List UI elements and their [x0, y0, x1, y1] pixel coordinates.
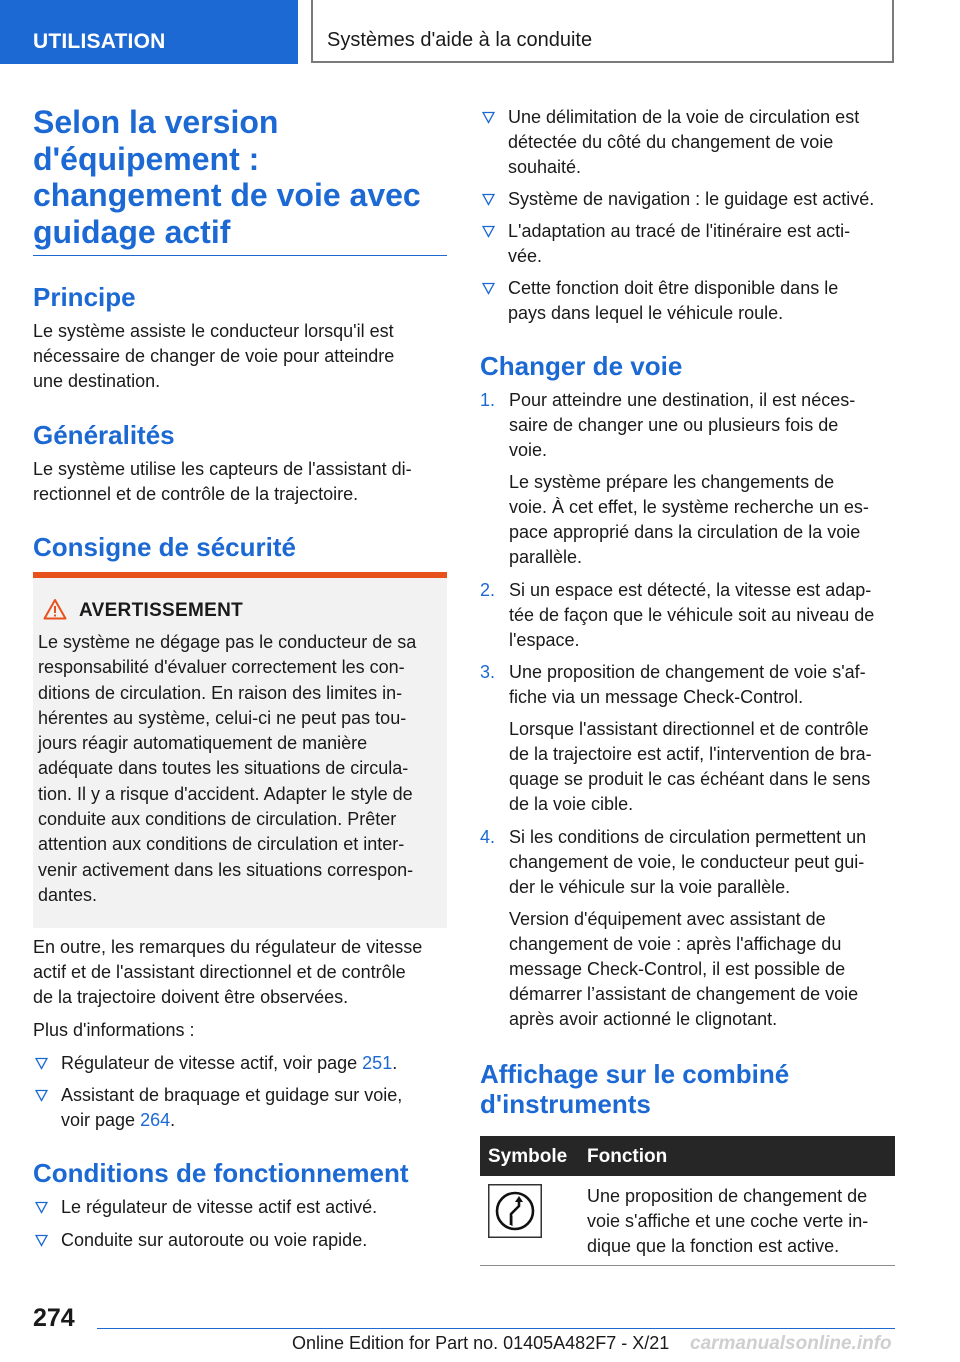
bullet-triangle-icon: [482, 193, 495, 206]
table-header: [480, 1136, 895, 1176]
footer-divider: [97, 1328, 895, 1329]
text-line: Une proposition de changement de voie s'af-: [509, 662, 866, 682]
text-line: parallèle.: [509, 547, 583, 567]
table-bottom-rule: [480, 1265, 895, 1266]
page-title: [33, 104, 447, 250]
section-tab: [0, 0, 298, 64]
warning-bar: [33, 572, 447, 578]
heading-consigne: Consigne de sécurité: [33, 532, 296, 562]
heading-generalites: Généralités: [33, 420, 175, 450]
text-line: pace approprié dans la circulation de la voie: [509, 522, 861, 542]
remarques-text: [33, 935, 447, 1010]
list-item-text: [61, 1051, 397, 1076]
warning-box: [33, 572, 447, 928]
warning-title: AVERTISSEMENT: [79, 600, 244, 621]
text-line: Si un espace est détecté, la vitesse est adap-: [509, 580, 872, 600]
step-text: [509, 825, 896, 1032]
lane-change-icon: [488, 1184, 542, 1238]
text-line: ditions de circulation. En raison des limites in-: [38, 682, 403, 703]
text-line: Pour atteindre une destination, il est néces-: [509, 390, 856, 410]
text-line: après avoir actionné le clignotant.: [509, 1009, 778, 1029]
text-line: fiche via un message Check-Control.: [509, 687, 804, 707]
heading-principe: Principe: [33, 282, 136, 312]
text-line: une destination.: [33, 371, 161, 391]
edition-text: Online Edition for Part no. 01405A482F7 - X/21: [292, 1333, 670, 1353]
list-item-text: Le régulateur de vitesse actif est activé.: [61, 1197, 378, 1217]
bullet-triangle-icon: [482, 282, 495, 295]
text-line: voie.: [509, 440, 548, 460]
text-line: l'espace.: [509, 630, 580, 650]
text-line: Une proposition de changement de: [587, 1186, 868, 1206]
list-item-text: [61, 1083, 402, 1133]
text-line: démarrer l’assistant de changement de voie: [509, 984, 859, 1004]
ref-text: voir page: [61, 1110, 141, 1130]
text-line: de la trajectoire est actif, l'intervention de bra-: [509, 744, 872, 764]
step-number: 4.: [480, 827, 496, 847]
title-line: changement de voie avec: [33, 177, 421, 213]
text-line: conduite aux conditions de circulation. Prêter: [38, 809, 397, 830]
bullet-triangle-icon: [35, 1234, 48, 1247]
text-line: actif et de l'assistant directionnel et de contrôle: [33, 962, 406, 982]
bullet-triangle-icon: [35, 1057, 48, 1070]
text-line: tée de façon que le véhicule soit au niveau de: [509, 605, 875, 625]
title-line: d'équipement :: [33, 140, 260, 177]
title-divider: [33, 255, 447, 256]
list-item-text: [508, 276, 838, 326]
text-line: Le système utilise les capteurs de l'assistant di-: [33, 459, 412, 479]
heading-affichage: [480, 1059, 789, 1119]
warning-text: [38, 630, 444, 908]
step-number: 3.: [480, 662, 496, 682]
text-line: vée.: [508, 246, 543, 266]
ref-text: Régulateur de vitesse actif, voir page: [61, 1053, 363, 1073]
bullet-triangle-icon: [35, 1201, 48, 1214]
step-text: [509, 578, 896, 653]
heading-line: d'instruments: [480, 1089, 651, 1119]
step-number: 2.: [480, 580, 496, 600]
text-line: pays dans lequel le véhicule roule.: [508, 303, 784, 323]
heading-line: Affichage sur le combiné: [480, 1059, 790, 1089]
text-line: der le véhicule sur la voie parallèle.: [509, 877, 791, 897]
text-line: responsabilité d'évaluer correctement les con-: [38, 657, 405, 678]
column-header-symbole: Symbole: [488, 1146, 568, 1167]
text-line: changement de voie : après l'affichage du: [509, 934, 842, 954]
text-line: rectionnel et de contrôle de la trajectoire.: [33, 484, 359, 504]
text-line: détectée du côté du changement de voie: [508, 132, 834, 152]
text-line: dantes.: [38, 884, 98, 905]
plus-info: Plus d'informations :: [33, 1020, 195, 1040]
text-line: venir activement dans les situations correspon-: [38, 859, 414, 880]
text-line: L'adaptation au tracé de l'itinéraire est acti-: [508, 221, 851, 241]
page-number: 274: [33, 1304, 75, 1332]
list-item-text: [508, 219, 850, 269]
bullet-triangle-icon: [482, 225, 495, 238]
principe-text: [33, 319, 447, 394]
page-link-264[interactable]: 264: [140, 1110, 171, 1130]
page-link-251[interactable]: 251: [362, 1053, 393, 1073]
list-item-text: Conduite sur autoroute ou voie rapide.: [61, 1230, 368, 1250]
text-line: Le système prépare les changements de: [509, 472, 835, 492]
text-line: de la trajectoire doivent être observées.: [33, 987, 349, 1007]
list-item-text: Système de navigation : le guidage est activé.: [508, 189, 875, 209]
text-line: tion. Il y a risque d'accident. Adapter le style de: [38, 783, 413, 804]
chapter-label: Systèmes d'aide à la conduite: [327, 29, 593, 51]
text-line: souhaité.: [508, 157, 582, 177]
generalites-text: [33, 457, 447, 507]
step-text: [509, 660, 896, 817]
text-line: quage se produit le cas échéant dans le sens: [509, 769, 871, 789]
text-line: nécessaire de changer de voie pour atteindre: [33, 346, 395, 366]
text-line: attention aux conditions de circulation et inter-: [38, 834, 405, 855]
ref-text: Assistant de braquage et guidage sur voie,: [61, 1085, 403, 1105]
warning-triangle-icon: [43, 598, 67, 620]
text-line: adéquate dans toutes les situations de circula-: [38, 758, 409, 779]
text-line: changement de voie, le conducteur peut gui-: [509, 852, 865, 872]
text-line: Lorsque l'assistant directionnel et de contrôle: [509, 719, 869, 739]
step-number: 1.: [480, 390, 496, 410]
step-text: [509, 388, 896, 570]
text-line: message Check-Control, il est possible de: [509, 959, 846, 979]
text-line: saire de changer une ou plusieurs fois de: [509, 415, 839, 435]
chapter-tab: [311, 0, 894, 63]
title-line: guidage actif: [33, 213, 231, 250]
text-line: voie s'affiche et une coche verte in-: [587, 1211, 869, 1231]
text-line: Le système assiste le conducteur lorsqu'il est: [33, 321, 394, 341]
text-line: Si les conditions de circulation permettent un: [509, 827, 867, 847]
text-line: Une délimitation de la voie de circulation est: [508, 107, 860, 127]
text-line: Cette fonction doit être disponible dans le: [508, 278, 839, 298]
text-line: hérentes au système, celui-ci ne peut pas tou-: [38, 707, 407, 728]
text-line: jours réagir automatiquement de manière: [38, 733, 368, 754]
text-line: dique que la fonction est active.: [587, 1236, 840, 1256]
text-line: voie. À cet effet, le système recherche un es-: [509, 497, 869, 517]
section-label: UTILISATION: [33, 30, 166, 53]
watermark: carmanualsonline.info: [686, 1333, 910, 1359]
ref-punct: .: [392, 1053, 398, 1073]
bullet-triangle-icon: [35, 1089, 48, 1102]
column-header-fonction: Fonction: [587, 1146, 668, 1167]
heading-conditions: Conditions de fonctionnement: [33, 1158, 409, 1188]
text-line: Version d'équipement avec assistant de: [509, 909, 826, 929]
bullet-triangle-icon: [482, 111, 495, 124]
ref-punct: .: [170, 1110, 176, 1130]
list-item-text: [508, 105, 859, 180]
text-line: En outre, les remarques du régulateur de vitesse: [33, 937, 423, 957]
title-line: Selon la version: [33, 104, 279, 140]
text-line: de la voie cible.: [509, 794, 634, 814]
text-line: Le système ne dégage pas le conducteur de sa: [38, 632, 417, 652]
table-cell-fonction: [587, 1184, 893, 1259]
heading-changer-de-voie: Changer de voie: [480, 351, 683, 381]
